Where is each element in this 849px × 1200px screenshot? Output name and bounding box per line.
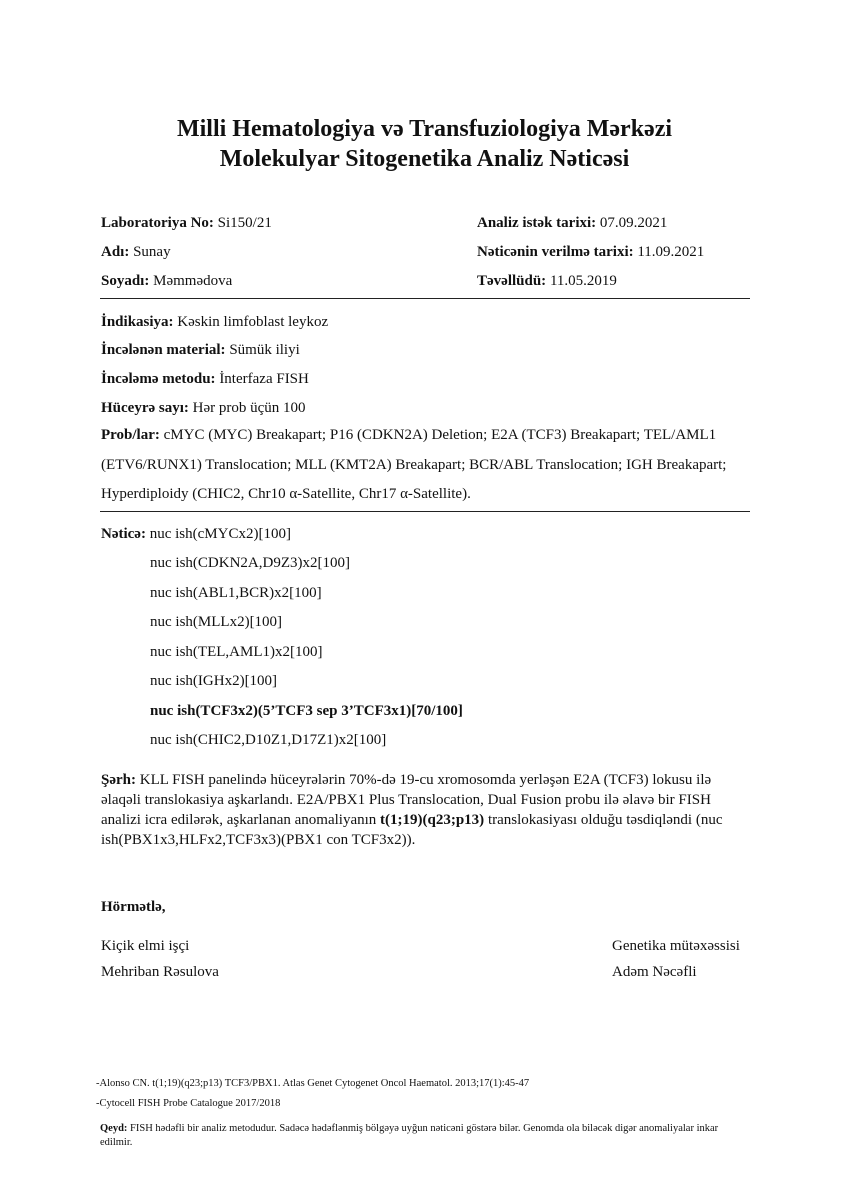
reference-item: -Cytocell FISH Probe Catalogue 2017/2018: [96, 1098, 281, 1109]
material-value: Sümük iliyi: [225, 342, 300, 358]
name-value: Sunay: [129, 244, 171, 260]
result-line: nuc ish(cMYCx2)[100]: [145, 526, 291, 542]
result-line: nuc ish(TEL,AML1)x2[100]: [150, 644, 323, 660]
comment-paragraph: [101, 770, 751, 850]
page-title: [0, 114, 849, 174]
divider: [100, 511, 750, 512]
result-line: nuc ish(MLLx2)[100]: [150, 614, 283, 630]
divider: [100, 298, 750, 299]
cell-count-value: Hər prob üçün 100: [188, 400, 306, 416]
comment-text: translokasiyası olduğu təsdiqləndi (nuc ish(PBX1x3,HLFx2,TCF3x3)(PBX1 con TCF3x2)).: [101, 812, 723, 848]
surname-field: [101, 272, 232, 290]
result-line: nuc ish(CHIC2,D10Z1,D17Z1)x2[100]: [150, 732, 387, 748]
method-field: [101, 370, 309, 388]
result-field: [101, 525, 291, 543]
signer-left-title: Kiçik elmi işçi: [101, 938, 190, 954]
result-date-value: 11.09.2021: [633, 244, 705, 260]
lab-no-field: [101, 214, 272, 232]
method-value: İnterfaza FISH: [215, 371, 309, 387]
signer-right-name: Adəm Nəcəfli: [612, 964, 697, 980]
request-date-value: 07.09.2021: [596, 215, 668, 231]
lab-no-label: Laboratoriya No:: [101, 215, 214, 231]
indication-value: Kəskin limfoblast leykoz: [173, 314, 329, 330]
result-line-abnormal: nuc ish(TCF3x2)(5’TCF3 sep 3’TCF3x1)[70/100]: [150, 703, 463, 719]
request-date-label: Analiz istək tarixi:: [477, 215, 597, 231]
footnote: [100, 1122, 750, 1150]
method-label: İncələmə metodu:: [101, 371, 216, 387]
probes-field: [101, 421, 756, 510]
title-line-2: Molekulyar Sitogenetika Analiz Nəticəsi: [219, 146, 630, 172]
result-line: nuc ish(CDKN2A,D9Z3)x2[100]: [150, 555, 350, 571]
probes-value: cMYC (MYC) Breakapart; P16 (CDKN2A) Deletion; E2A (TCF3) Breakapart; TEL/AML1 (ETV6/RUNX1) Translocation; MLL (KMT2A) Breakapart; BCR/ABL Translocation; IGH Breakapart; Hyperdiploidy (CHIC2, Chr10 α-Satellite, Chr17 α-Satellite).: [101, 427, 727, 502]
signer-left-name: Mehriban Rəsulova: [101, 964, 219, 980]
footnote-text: FISH hədəfli bir analiz metodudur. Sadəcə hədəflənmiş bölgəyə uyğun nəticəni göstərə bilər. Genomda ola biləcək digər anomaliyalar inkar edilmir.: [100, 1123, 719, 1148]
cell-count-label: Hüceyrə sayı:: [101, 400, 189, 416]
result-label: Nəticə:: [101, 526, 146, 542]
probes-label: Prob/lar:: [101, 427, 160, 443]
surname-value: Məmmədova: [149, 273, 233, 289]
birth-date-value: 11.05.2019: [546, 273, 617, 289]
comment-label: Şərh:: [101, 772, 136, 788]
cell-count-field: [101, 399, 306, 417]
name-label: Adı:: [101, 244, 130, 260]
birth-date-label: Təvəllüdü:: [477, 273, 547, 289]
material-field: [101, 341, 300, 359]
birth-date-field: [477, 272, 617, 290]
material-label: İncələnən material:: [101, 342, 226, 358]
reference-item: -Alonso CN. t(1;19)(q23;p13) TCF3/PBX1. Atlas Genet Cytogenet Oncol Haematol. 2013;17(1):45-47: [96, 1078, 530, 1089]
comment-text: KLL FISH panelində hüceyrələrin 70%-də 19-cu xromosomda yerləşən E2A (TCF3) lokusu ilə əlaqəli translokasiya aşkarlandı. E2A/PBX1 Plus Translocation, Dual Fusion probu ilə əlavə bir FISH analizi icra edilərək, aşkarlanan anomaliyanın: [101, 772, 712, 828]
name-field: [101, 243, 171, 261]
translocation-highlight: t(1;19)(q23;p13): [380, 812, 485, 828]
footnote-label: Qeyd:: [100, 1123, 128, 1134]
result-date-field: [477, 243, 704, 261]
lab-no-value: Si150/21: [213, 215, 272, 231]
result-line: nuc ish(ABL1,BCR)x2[100]: [150, 585, 322, 601]
request-date-field: [477, 214, 667, 232]
title-line-1: Milli Hematologiya və Transfuziologiya Mərkəzi: [176, 116, 673, 142]
greeting: Hörmətlə,: [101, 899, 166, 915]
signer-right-title: Genetika mütəxəssisi: [612, 938, 740, 954]
indication-field: [101, 313, 328, 331]
surname-label: Soyadı:: [101, 273, 150, 289]
result-line: nuc ish(IGHx2)[100]: [150, 673, 278, 689]
indication-label: İndikasiya:: [101, 314, 174, 330]
result-date-label: Nəticənin verilmə tarixi:: [477, 244, 634, 260]
